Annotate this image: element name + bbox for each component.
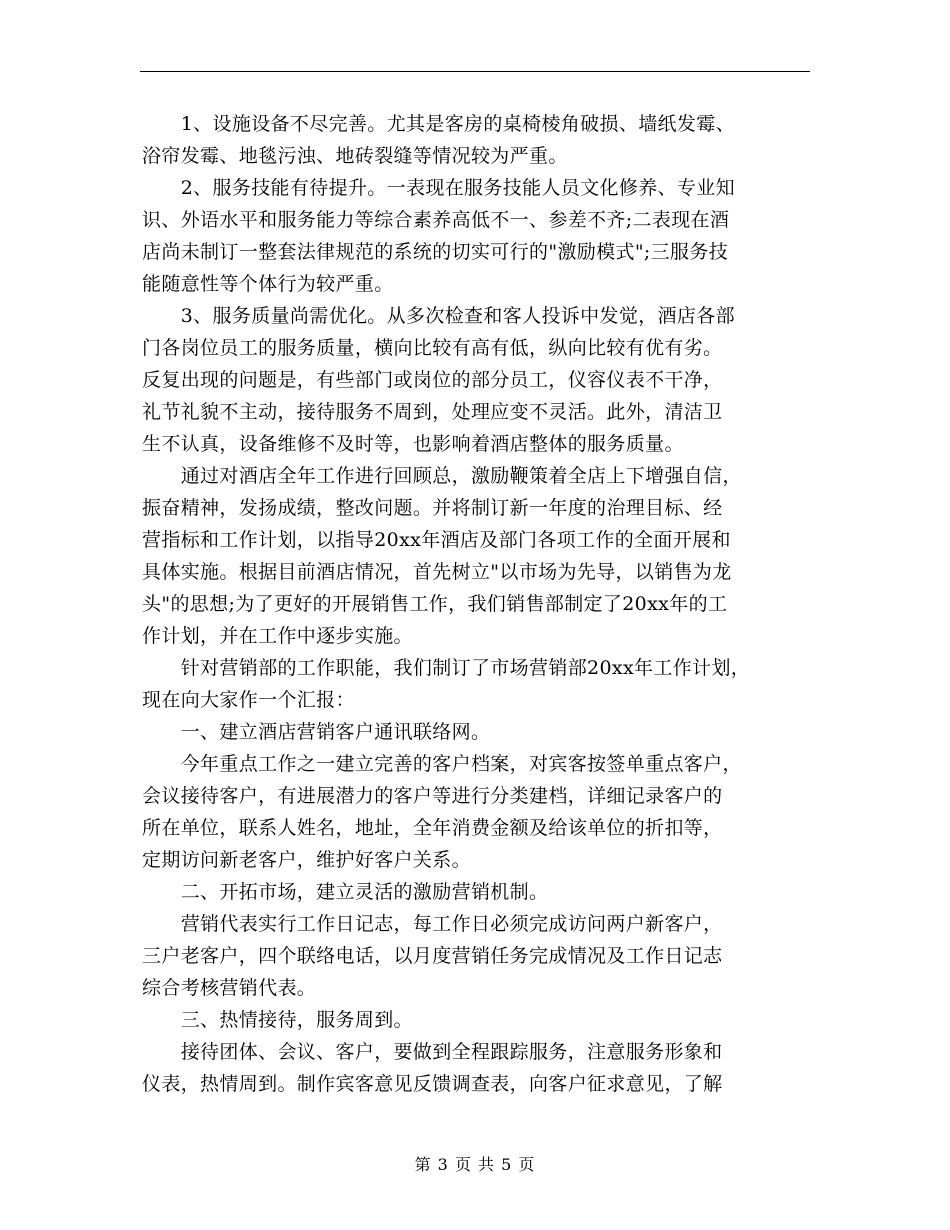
- text-line: 振奋精神，发扬成绩，整改问题。并将制订新一年度的治理目标、经: [142, 497, 723, 519]
- paragraph: [142, 748, 812, 876]
- text-line: 今年重点工作之一建立完善的客户档案，对宾客按签单重点客户，: [142, 753, 742, 775]
- text-line: 所在单位，联系人姓名，地址，全年消费金额及给该单位的折扣等，: [142, 817, 723, 839]
- text-line: 营指标和工作计划，以指导20xx年酒店及部门各项工作的全面开展和: [142, 529, 731, 551]
- text-line: 定期访问新老客户，维护好客户关系。: [142, 849, 471, 871]
- text-line: 三、热情接待，服务周到。: [142, 1009, 413, 1031]
- paragraph: [142, 876, 812, 908]
- paragraph: [142, 460, 812, 652]
- text-line: 三户老客户，四个联络电话，以月度营销任务完成情况及工作日记志: [142, 945, 723, 967]
- paragraph: [142, 908, 812, 1004]
- paragraph: [142, 172, 812, 300]
- text-line: 门各岗位员工的服务质量，横向比较有高有低，纵向比较有优有劣。: [142, 337, 723, 359]
- text-line: 针对营销部的工作职能，我们制订了市场营销部20xx年工作计划，: [142, 657, 751, 679]
- text-line: 现在向大家作一个汇报：: [142, 689, 355, 711]
- text-line: 能随意性等个体行为较严重。: [142, 273, 394, 295]
- text-line: 礼节礼貌不主动，接待服务不周到，处理应变不灵活。此外，清洁卫: [142, 401, 723, 423]
- header-rule: [140, 71, 810, 72]
- text-line: 识、外语水平和服务能力等综合素养高低不一、参差不齐;二表现在酒: [142, 209, 730, 231]
- text-line: 仪表，热情周到。制作宾客意见反馈调查表，向客户征求意见，了解: [142, 1073, 723, 1095]
- paragraph: [142, 652, 812, 716]
- text-line: 会议接待客户，有进展潜力的客户等进行分类建档，详细记录客户的: [142, 785, 723, 807]
- text-line: 反复出现的问题是，有些部门或岗位的部分员工，仪容仪表不干净，: [142, 369, 723, 391]
- text-line: 作计划，并在工作中逐步实施。: [142, 625, 413, 647]
- document-body: [142, 108, 812, 1100]
- page-number-footer: 第 3 页 共 5 页: [414, 1155, 536, 1174]
- paragraph: [142, 1036, 812, 1100]
- text-line: 浴帘发霉、地毯污浊、地砖裂缝等情况较为严重。: [142, 145, 568, 167]
- paragraph: [142, 716, 812, 748]
- text-line: 具体实施。根据目前酒店情况，首先树立"以市场为先导，以销售为龙: [142, 561, 732, 583]
- text-line: 店尚未制订一整套法律规范的系统的切实可行的"激励模式";三服务技: [142, 241, 729, 263]
- text-line: 综合考核营销代表。: [142, 977, 317, 999]
- text-line: 接待团体、会议、客户，要做到全程跟踪服务，注意服务形象和: [142, 1041, 723, 1063]
- text-line: 1、设施设备不尽完善。尤其是客房的桌椅棱角破损、墙纸发霉、: [142, 113, 735, 135]
- paragraph: [142, 300, 812, 460]
- text-line: 一、建立酒店营销客户通讯联络网。: [142, 721, 491, 743]
- text-line: 2、服务技能有待提升。一表现在服务技能人员文化修养、专业知: [142, 177, 735, 199]
- text-line: 3、服务质量尚需优化。从多次检查和客人投诉中发觉，酒店各部: [142, 305, 735, 327]
- paragraph: [142, 1004, 812, 1036]
- text-line: 营销代表实行工作日记志，每工作日必须完成访问两户新客户，: [142, 913, 723, 935]
- text-line: 生不认真，设备维修不及时等，也影响着酒店整体的服务质量。: [142, 433, 684, 455]
- text-line: 通过对酒店全年工作进行回顾总，激励鞭策着全店上下增强自信，: [142, 465, 742, 487]
- paragraph: [142, 108, 812, 172]
- text-line: 头"的思想;为了更好的开展销售工作，我们销售部制定了20xx年的工: [142, 593, 728, 615]
- text-line: 二、开拓市场，建立灵活的激励营销机制。: [142, 881, 549, 903]
